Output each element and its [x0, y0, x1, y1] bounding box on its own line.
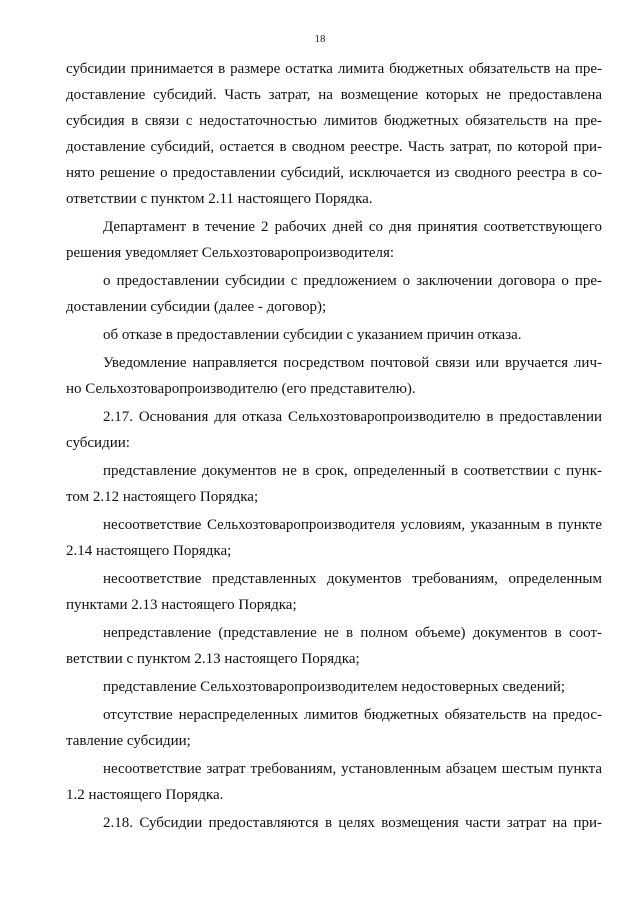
text-line: тавление субсидии;	[66, 733, 191, 749]
text-line: нято решение о предоставлении субсидий, исключается из сводного реестра в со-	[66, 165, 602, 181]
text-line: том 2.12 настоящего Порядка;	[66, 489, 259, 505]
text-line: субсидии:	[66, 435, 130, 451]
text-line: ветствии с пунктом 2.13 настоящего Порядка;	[66, 651, 360, 667]
text-line: об отказе в предоставлении субсидии с указанием причин отказа.	[103, 327, 522, 343]
text-line: представление документов не в срок, определенный в соответствии с пунк-	[103, 463, 602, 479]
text-line: Уведомление направляется посредством почтовой связи или вручается лич-	[103, 355, 602, 371]
text-line: субсидии принимается в размере остатка лимита бюджетных обязательств на пре-	[66, 61, 602, 77]
text-line: 1.2 настоящего Порядка.	[66, 787, 224, 803]
text-line: отсутствие нераспределенных лимитов бюджетных обязательств на предос-	[103, 707, 602, 723]
text-line: доставлении субсидии (далее - договор);	[66, 299, 327, 315]
text-line: непредставление (представление не в полном объеме) документов в соот-	[103, 625, 602, 641]
text-line: о предоставлении субсидии с предложением о заключении договора о пре-	[103, 273, 602, 289]
text-line: доставление субсидий, остается в сводном реестре. Часть затрат, по которой при-	[66, 139, 602, 155]
text-line: несоответствие представленных документов требованиям, определенным	[103, 571, 602, 587]
text-line: Департамент в течение 2 рабочих дней со дня принятия соответствующего	[103, 219, 602, 235]
text-line: представление Сельхозтоваропроизводителем недостоверных сведений;	[103, 679, 566, 695]
text-line: решения уведомляет Сельхозтоваропроизводителя:	[66, 245, 395, 261]
text-line: пунктами 2.13 настоящего Порядка;	[66, 597, 297, 613]
text-line: 2.18. Субсидии предоставляются в целях возмещения части затрат на при-	[103, 815, 602, 831]
text-line: доставление субсидий. Часть затрат, на возмещение которых не предоставлена	[66, 87, 602, 103]
text-line: несоответствие Сельхозтоваропроизводителя условиям, указанным в пункте	[103, 517, 602, 533]
page-number: 18	[314, 33, 326, 45]
text-line: ответствии с пунктом 2.11 настоящего Порядка.	[66, 191, 373, 207]
text-line: 2.14 настоящего Порядка;	[66, 543, 232, 559]
text-line: но Сельхозтоваропроизводителю (его представителю).	[66, 381, 416, 397]
text-line: субсидия в связи с недостаточностью лимитов бюджетных обязательств на пре-	[66, 113, 602, 129]
text-line: несоответствие затрат требованиям, установленным абзацем шестым пункта	[103, 761, 602, 777]
text-line: 2.17. Основания для отказа Сельхозтоваропроизводителю в предоставлении	[103, 409, 602, 425]
